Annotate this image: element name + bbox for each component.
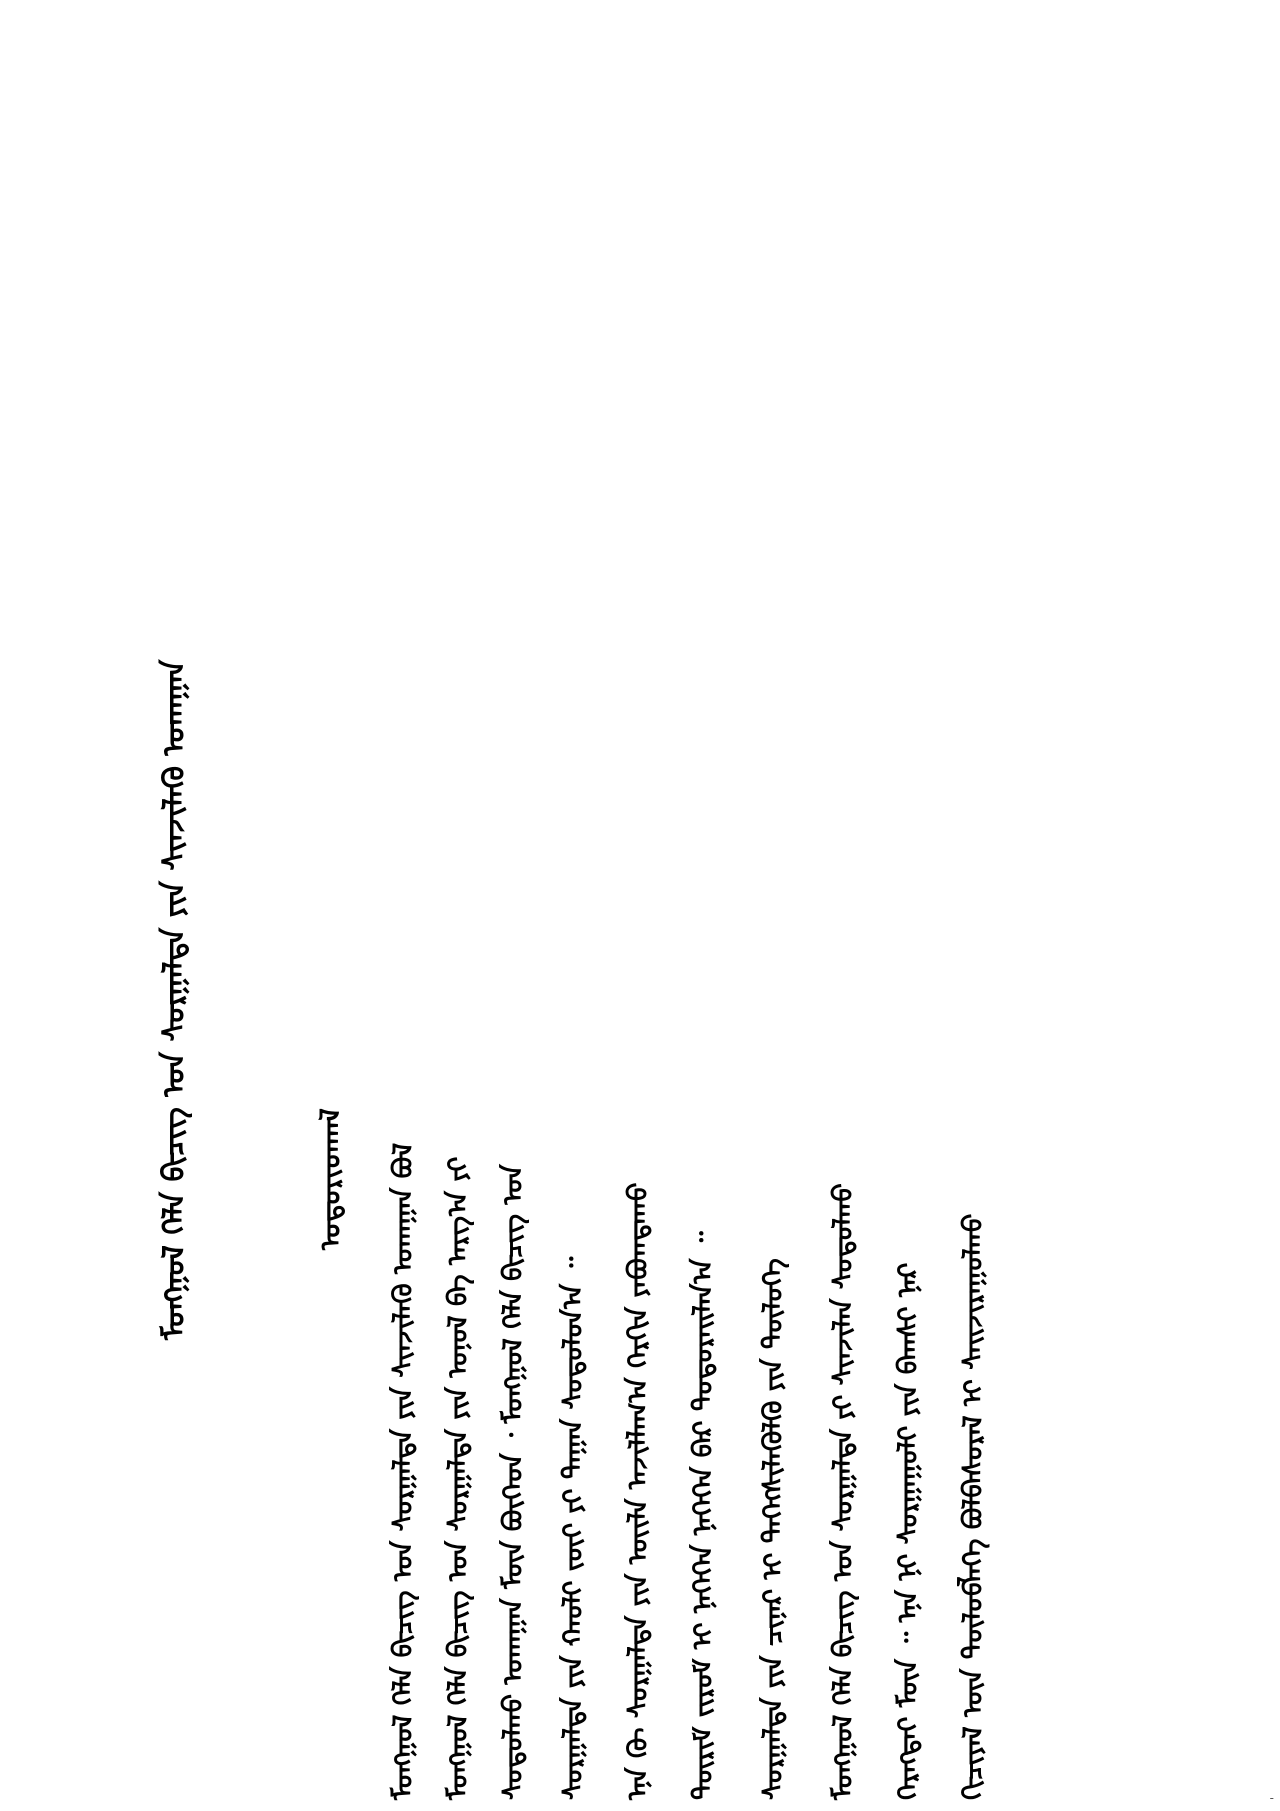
paragraph-column: ᠳᠦᠷᠢᠮ ᠵᠢᠷᠤᠮ ᠢ ᠨᠡᠭᠡᠭᠡᠨ ᠨᠡᠭᠡᠭᠡᠨ ᠪᠠᠷ ᠲᠣᠳᠣᠷᠠᠢᠯᠠᠨ᠎ᠠ ᠃: [688, 1231, 719, 1800]
section-heading: ᠤᠳᠤᠷᠢᠳᠬᠠᠯ: [314, 1108, 347, 1250]
paragraph-column: ᠰᠣᠳᠤᠯᠬᠤ ᠤᠬᠠᠭᠠᠨ ᠮᠥᠨ ᠪᠥᠭᠡᠳ ᠂ ᠮᠣᠩᠭᠣᠯ ᠬᠡᠯᠡ ᠪᠢᠴᠢᠭ ᠤᠨ: [498, 1164, 529, 1800]
paragraph-column: ᠬᠡᠷᠡᠭᠲᠡᠢ ᠮᠥᠨ ᠃ ᠡᠨᠡ ᠨᠢ ᠰᠤᠷᠭᠠᠭᠤᠯᠢ ᠶᠢᠨ ᠪᠠᠭᠰᠢ ᠨᠠᠷ: [893, 1262, 924, 1800]
paragraph-column: ᠡᠨᠡ ᠬᠦ ᠰᠤᠷᠭᠠᠯᠲᠠ ᠶᠢᠨ ᠦᠢᠯᠡ ᠠᠵᠢᠯᠯᠠᠭ᠎ᠠ ᠬᠡᠷᠬᠢᠨ ᠶᠠᠪᠤᠭᠳᠠᠬᠤ: [623, 1182, 654, 1800]
paragraph-column: ᠬᠢᠴᠢᠶᠡᠯ ᠦᠨ ᠲᠥᠯᠥᠪᠯᠡᠭᠡ ᠪᠣᠯᠪᠠᠰᠤᠷᠠᠯ ᠢ ᠰᠠᠢᠵᠢᠷᠠᠭᠤᠯᠬᠤ: [958, 1213, 989, 1800]
paragraph-column: ᠮᠣᠩᠭᠣᠯ ᠬᠡᠯᠡ ᠪᠢᠴᠢᠭ ᠤᠨ ᠰᠤᠷᠭᠠᠯᠲᠠ ᠶᠢᠨ ᠰᠢᠨᠵᠢᠯᠡᠬᠦ ᠤᠬᠠᠭᠠᠨ ᠪᠣᠯ: [388, 1142, 419, 1800]
page-marker: -: [1269, 1791, 1274, 1805]
paragraph-column: ᠮᠣᠩᠭᠣᠯ ᠬᠡᠯᠡ ᠪᠢᠴᠢᠭ ᠤᠨ ᠰᠤᠷᠭᠠᠯᠲᠠ ᠶᠢ ᠰᠢᠨᠵᠢᠯᠡᠨ ᠰᠣᠳᠤᠯᠬᠤ: [828, 1183, 859, 1800]
paragraph-column: ᠮᠣᠩᠭᠣᠯ ᠬᠡᠯᠡ ᠪᠢᠴᠢᠭ ᠤᠨ ᠰᠤᠷᠭᠠᠯᠲᠠ ᠶᠢᠨ ᠣᠨᠣᠯ ᠪᠠ ᠠᠷᠭ᠎ᠠ ᠶᠢ: [443, 1156, 474, 1800]
paragraph-column: ᠰᠤᠷᠭᠠᠯᠲᠠ ᠶᠢᠨ ᠬᠠᠤᠯᠢ ᠵᠦᠢ ᠶᠢ ᠳᠠᠭᠠᠨ ᠰᠤᠳᠤᠯᠤᠨ᠎ᠠ ᠃: [558, 1256, 589, 1800]
document-title: ᠮᠣᠩᠭᠣᠯ ᠬᠡᠯᠡ ᠪᠢᠴᠢᠭ ᠤᠨ ᠰᠤᠷᠭᠠᠯᠲᠠ ᠶᠢᠨ ᠰᠢᠨᠵᠢᠯᠡᠬᠦ ᠤᠬᠠᠭᠠᠨ: [157, 659, 192, 1340]
paragraph-column: ᠰᠤᠷᠭᠠᠯᠲᠠ ᠶᠢᠨ ᠴᠢᠨᠠᠷ ᠢ ᠳᠡᠭᠡᠭᠰᠢᠯᠡᠭᠦᠯᠬᠦ ᠶᠢᠨ ᠲᠥᠯᠦᠭᠡ: [758, 1258, 789, 1800]
